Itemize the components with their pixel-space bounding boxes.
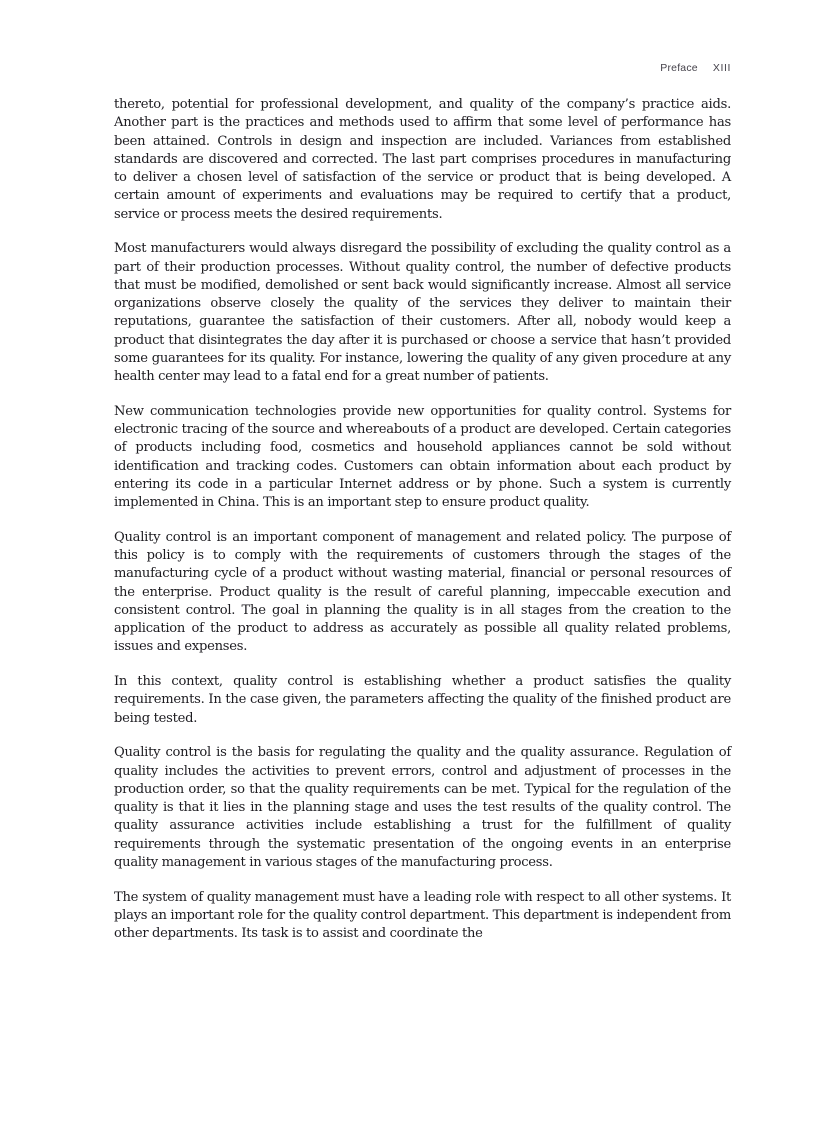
paragraph: In this context, quality control is establishing whether a product satisfies the quality requirements. In the case given, the parameters affecting the quality of the finished product are being tested. (114, 674, 731, 726)
page-number: XIII (712, 62, 731, 74)
body-text-block (114, 96, 731, 943)
running-head-label: Preface (660, 62, 698, 74)
running-head (114, 62, 731, 74)
paragraph: thereto, potential for professional development, and quality of the company’s practice aids. Another part is the practices and methods used to affirm that some level of performance has been attained. Controls in design and inspection are included. Variances from established standards are discovered and corrected. The last part comprises procedures in manufacturing to deliver a chosen level of satisfaction of the service or product that is being developed. A certain amount of experiments and evaluations may be required to certify that a product, service or process meets the desired requirements. (114, 97, 731, 222)
paragraph: The system of quality management must have a leading role with respect to all other systems. It plays an important role for the quality control department. This department is independent from other departments. Its task is to assist and coordinate the (114, 889, 731, 941)
paragraph: Most manufacturers would always disregard the possibility of excluding the quality control as a part of their production processes. Without quality control, the number of defective products that must be modified, demolished or sent back would significantly increase. Almost all service organizations observe closely the quality of the services they deliver to maintain their reputations, guarantee the satisfaction of their customers. After all, nobody would keep a product that disintegrates the day after it is purchased or choose a service that hasn’t provided some guarantees for its quality. For instance, lowering the quality of any given procedure at any health center may lead to a fatal end for a great number of patients. (114, 241, 731, 384)
paragraph: New communication technologies provide new opportunities for quality control. Systems for electronic tracing of the source and whereabouts of a product are developed. Certain categories of products including food, cosmetics and household appliances cannot be sold without identification and tracking codes. Customers can obtain information about each product by entering its code in a particular Internet address or by phone. Such a system is currently implemented in China. This is an important step to ensure product quality. (114, 403, 731, 510)
paragraph: Quality control is an important component of management and related policy. The purpose of this policy is to comply with the requirements of customers through the stages of the manufacturing cycle of a product without wasting material, financial or personal resources of the enterprise. Product quality is the result of careful planning, impeccable execution and consistent control. The goal in planning the quality is in all stages from the creation to the application of the product to address as accurately as possible all quality related problems, issues and expenses. (114, 529, 731, 655)
paragraph: Quality control is the basis for regulating the quality and the quality assurance. Regulation of quality includes the activities to prevent errors, control and adjustment of processes in the production order, so that the quality requirements can be met. Typical for the regulation of the quality is that it lies in the planning stage and uses the test results of the quality control. The quality assurance activities include establishing a trust for the fulfillment of quality requirements through the systematic presentation of the ongoing events in an enterprise quality management in various stages of the manufacturing process. (114, 745, 731, 870)
